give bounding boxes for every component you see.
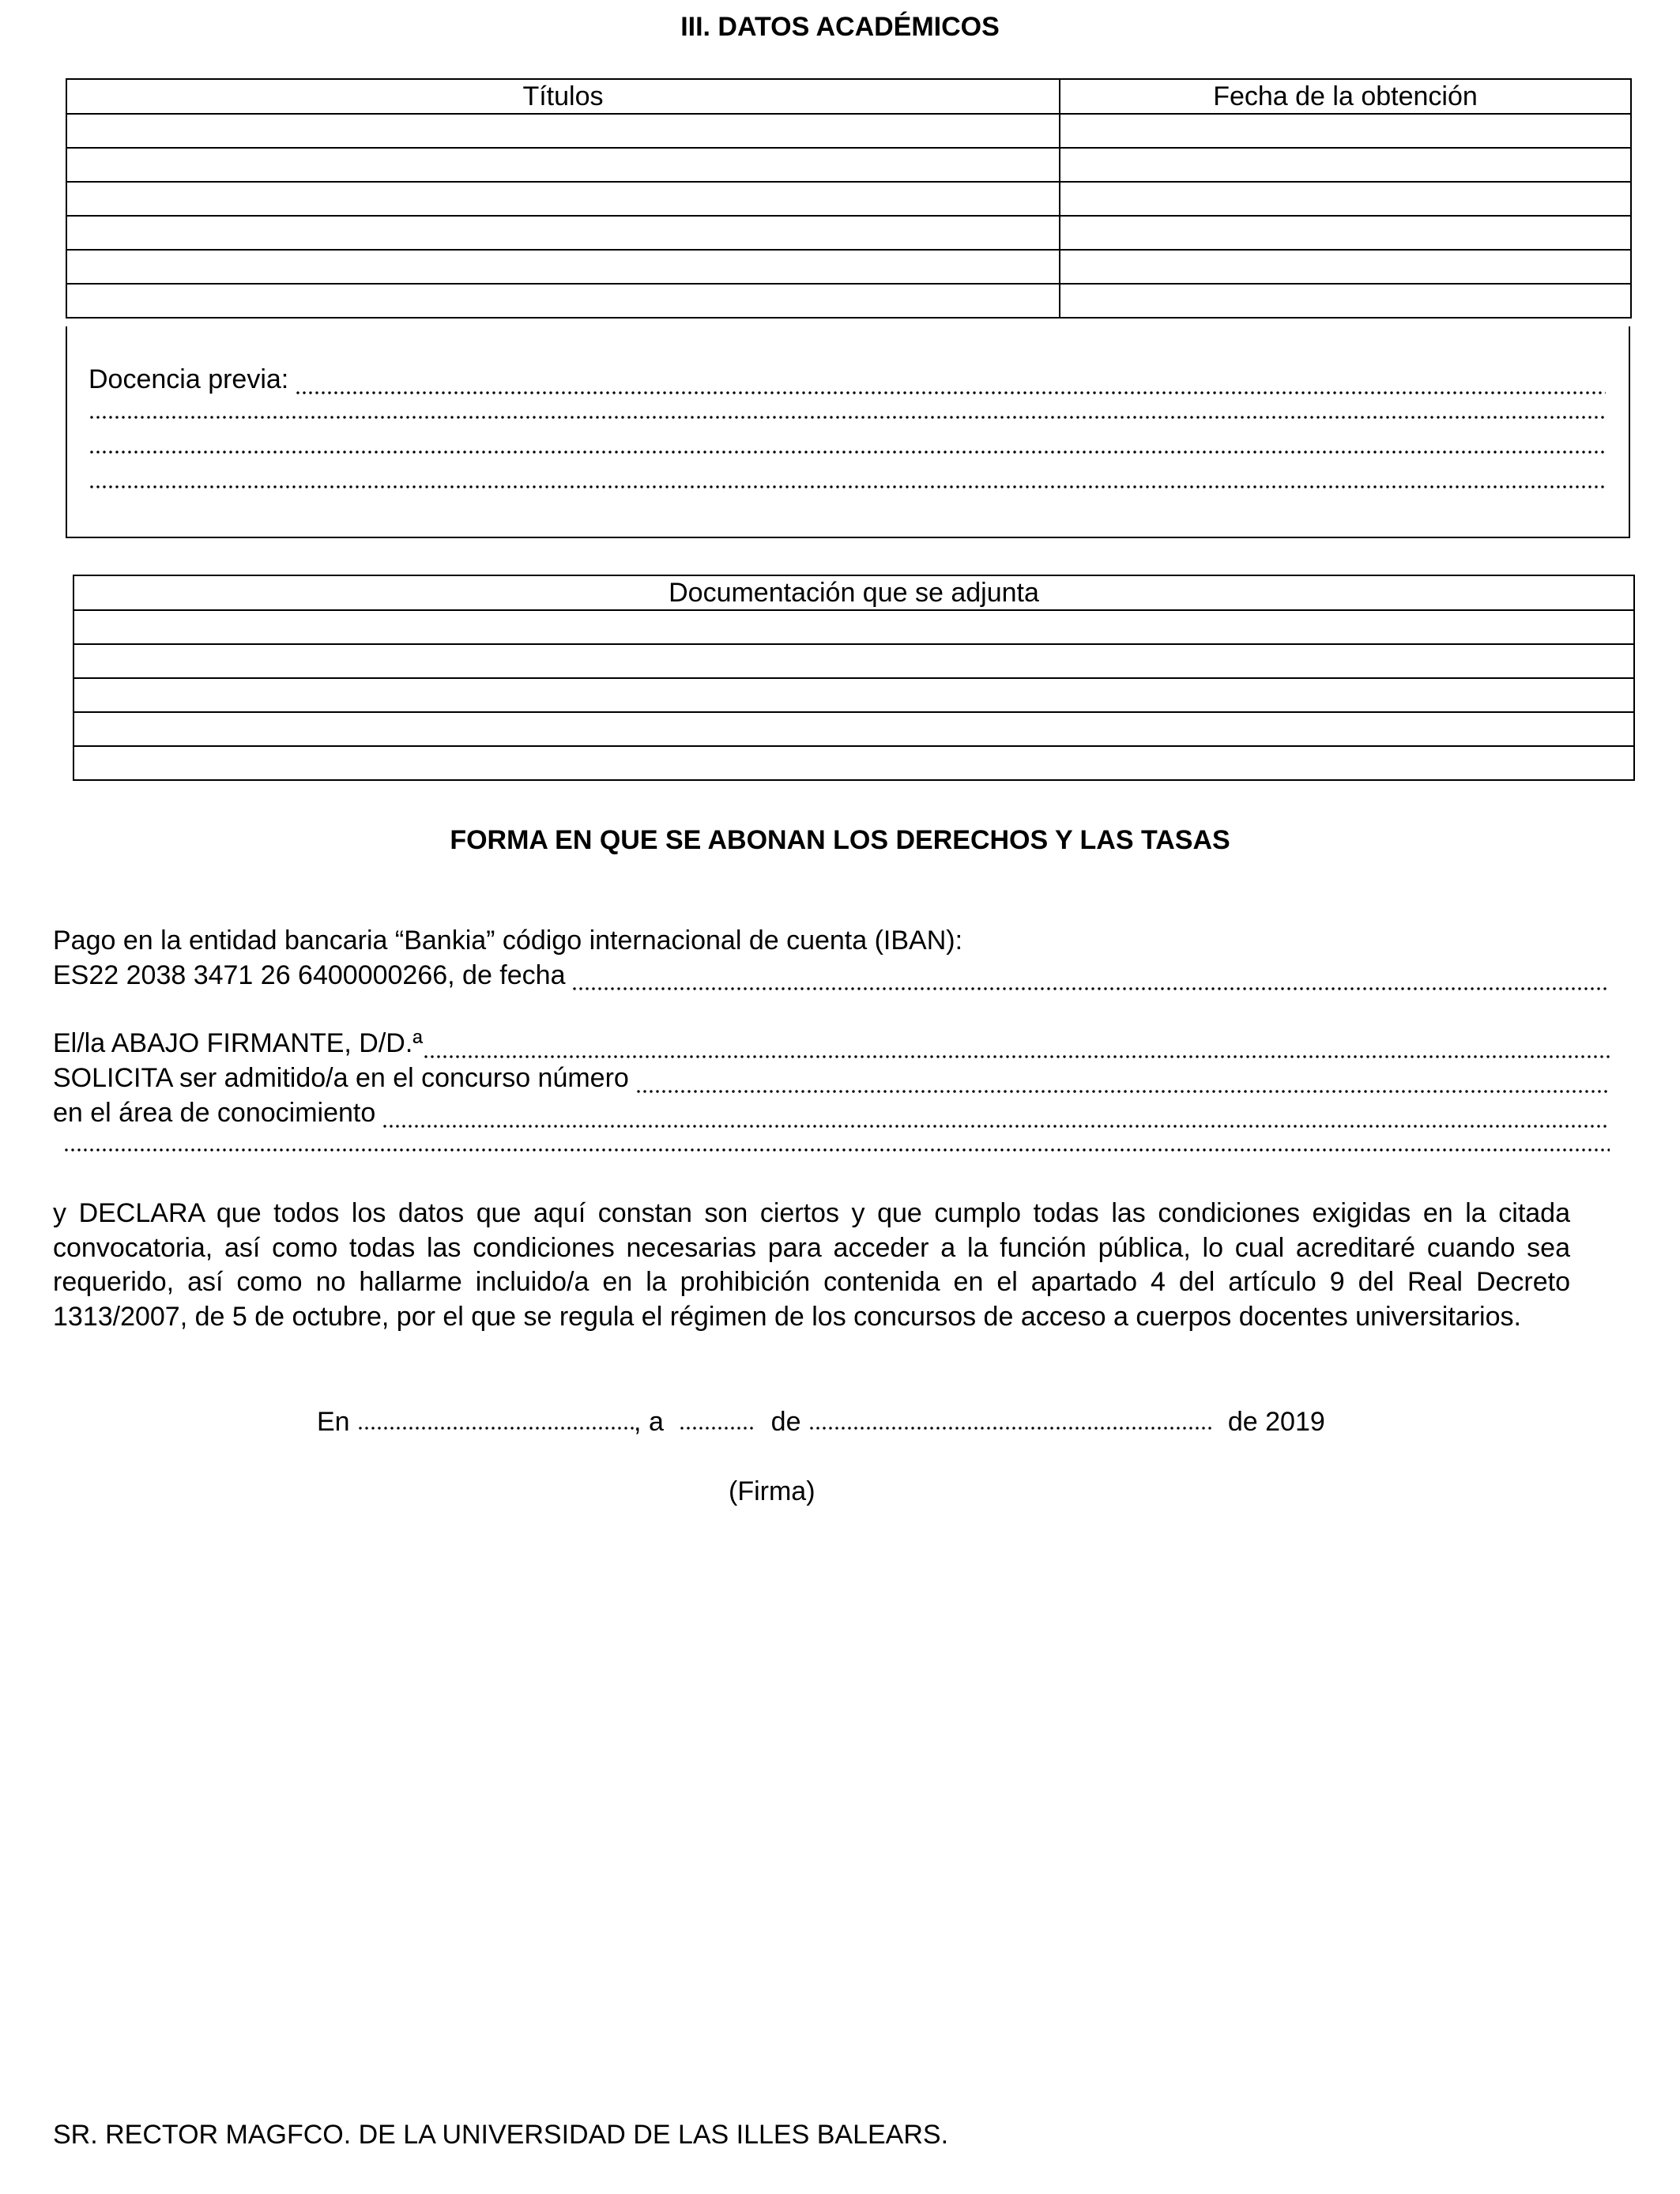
docencia-box <box>66 326 1630 538</box>
header-titulos: Títulos <box>66 79 1060 114</box>
firma-label: (Firma) <box>729 1476 816 1506</box>
payment-line-1: Pago en la entidad bancaria “Bankia” código internacional de cuenta (IBAN): <box>53 925 963 956</box>
header-fecha-obtencion: Fecha de la obtención <box>1060 79 1631 114</box>
table-header-row <box>73 575 1634 610</box>
fecha-cell[interactable] <box>1060 250 1631 284</box>
fecha-cell[interactable] <box>1060 182 1631 216</box>
titulo-cell[interactable] <box>66 148 1060 182</box>
titulo-cell[interactable] <box>66 216 1060 250</box>
dotted-fill <box>89 399 1606 420</box>
date-en-label: En <box>317 1407 350 1437</box>
recipient-line: SR. RECTOR MAGFCO. DE LA UNIVERSIDAD DE LAS ILLES BALEARS. <box>53 2120 949 2150</box>
area-continuation-line[interactable] <box>63 1132 1610 1152</box>
dotted-fill <box>635 1073 1610 1094</box>
documento-cell[interactable] <box>73 712 1634 746</box>
day-field[interactable] <box>679 1412 756 1431</box>
month-field[interactable] <box>808 1412 1213 1431</box>
date-a-label: , a <box>634 1407 664 1437</box>
payment-date-line[interactable] <box>53 959 1610 991</box>
firmante-line[interactable] <box>53 1027 1610 1059</box>
date-year-label: de 2019 <box>1227 1407 1325 1437</box>
documentacion-table <box>73 575 1635 781</box>
dotted-fill <box>295 375 1606 395</box>
header-documentacion: Documentación que se adjunta <box>73 575 1634 610</box>
documento-cell[interactable] <box>73 610 1634 644</box>
documento-cell[interactable] <box>73 678 1634 712</box>
table-row <box>66 284 1631 318</box>
docencia-line[interactable] <box>89 469 1606 489</box>
solicita-label: SOLICITA ser admitido/a en el concurso número <box>53 1063 629 1093</box>
dotted-fill <box>89 469 1606 489</box>
table-row <box>66 114 1631 148</box>
table-row <box>73 712 1634 746</box>
payment-title: FORMA EN QUE SE ABONAN LOS DERECHOS Y LAS TASAS <box>450 825 1230 855</box>
iban-label: ES22 2038 3471 26 6400000266, de fecha <box>53 960 566 990</box>
table-header-row <box>66 79 1631 114</box>
documento-cell[interactable] <box>73 746 1634 780</box>
table-row <box>73 746 1634 780</box>
titulo-cell[interactable] <box>66 182 1060 216</box>
table-row <box>66 182 1631 216</box>
docencia-line[interactable] <box>89 399 1606 420</box>
dotted-fill <box>382 1108 1610 1129</box>
date-line <box>317 1406 1325 1438</box>
dotted-fill <box>89 434 1606 454</box>
fecha-cell[interactable] <box>1060 114 1631 148</box>
titulo-cell[interactable] <box>66 250 1060 284</box>
firmante-label: El/la ABAJO FIRMANTE, D/D.ª <box>53 1028 423 1058</box>
dotted-fill <box>63 1132 1610 1152</box>
declaration-paragraph: y DECLARA que todos los datos que aquí constan son ciertos y que cumplo todas las condiciones exigidas en la citada convocatoria, así como todas las condiciones necesarias para acceder a la función pública, lo cual acreditaré cuando sea requerido, así como no hallarme incluido/a en la prohibición contenida en el apartado 4 del artículo 9 del Real Decreto 1313/2007, de 5 de octubre, por el que se regula el régimen de los concursos de acceso a cuerpos docentes universitarios. <box>53 1198 1570 1332</box>
titulo-cell[interactable] <box>66 284 1060 318</box>
place-field[interactable] <box>357 1412 634 1431</box>
table-row <box>66 216 1631 250</box>
fecha-cell[interactable] <box>1060 216 1631 250</box>
area-label: en el área de conocimiento <box>53 1098 376 1128</box>
titulos-table <box>66 78 1632 319</box>
dotted-fill <box>423 1039 1610 1059</box>
area-line[interactable] <box>53 1097 1610 1129</box>
table-row <box>73 644 1634 678</box>
fecha-cell[interactable] <box>1060 284 1631 318</box>
docencia-line[interactable] <box>89 364 1606 395</box>
table-row <box>73 678 1634 712</box>
dotted-fill <box>571 971 1610 991</box>
docencia-label: Docencia previa: <box>89 364 289 394</box>
docencia-line[interactable] <box>89 434 1606 454</box>
titulo-cell[interactable] <box>66 114 1060 148</box>
section-title: III. DATOS ACADÉMICOS <box>680 12 1000 42</box>
date-de-label: de <box>770 1407 801 1437</box>
fecha-cell[interactable] <box>1060 148 1631 182</box>
table-row <box>73 610 1634 644</box>
documento-cell[interactable] <box>73 644 1634 678</box>
table-row <box>66 148 1631 182</box>
table-row <box>66 250 1631 284</box>
concurso-line[interactable] <box>53 1062 1610 1094</box>
